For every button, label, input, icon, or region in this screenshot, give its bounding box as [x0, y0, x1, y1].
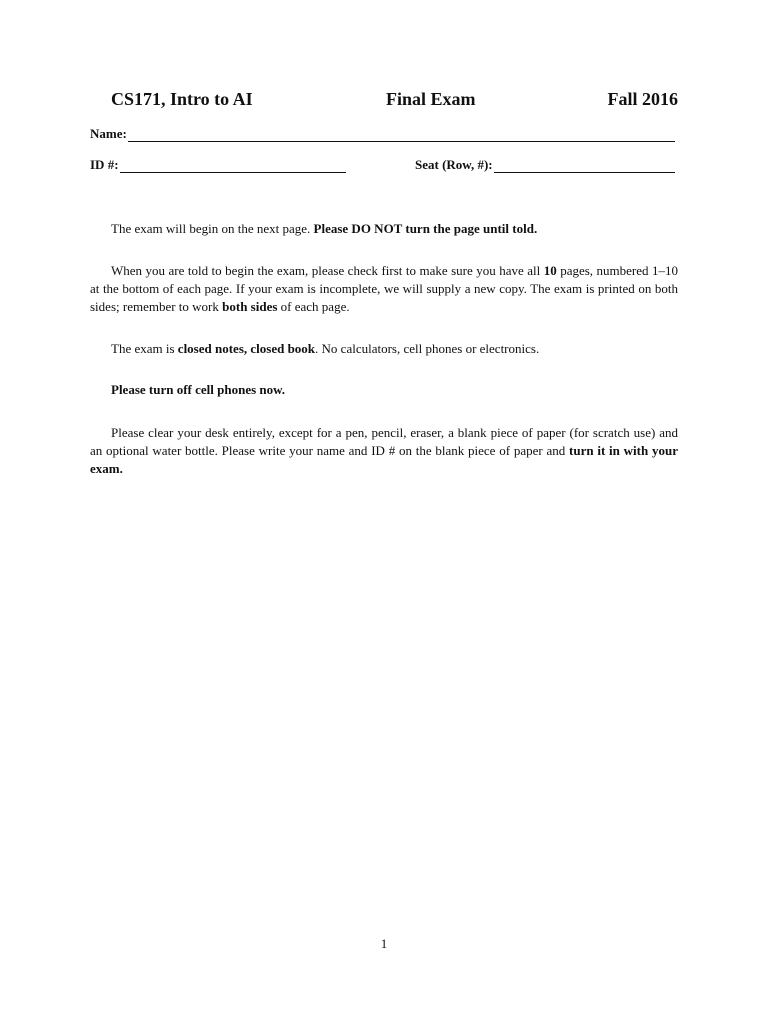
instruction-closed-bold: closed notes, closed book: [177, 341, 316, 356]
instruction-check-bold-1: 10: [543, 263, 557, 278]
instruction-check-text-3: of each page.: [277, 299, 350, 314]
instruction-closed-text-2: . No calculators, cell phones or electronics.: [315, 341, 540, 356]
instruction-desk-bold: turn it in with your exam.: [90, 443, 678, 476]
instruction-begin: [90, 220, 678, 238]
name-field: [90, 126, 675, 142]
instruction-phones-bold: Please turn off cell phones now.: [111, 382, 286, 397]
instruction-clear-desk: [90, 424, 678, 478]
id-blank-line: [120, 158, 346, 173]
instruction-check-pages: [90, 262, 678, 316]
course-title: CS171, Intro to AI: [111, 89, 253, 109]
name-label: Name:: [90, 126, 127, 141]
instruction-check-bold-2: both sides: [222, 299, 278, 314]
instruction-closed-text-1: The exam is: [111, 341, 178, 356]
seat-label: Seat (Row, #):: [415, 157, 493, 172]
exam-title: Final Exam: [386, 89, 476, 109]
name-blank-line: [128, 127, 675, 142]
instruction-begin-bold: Please DO NOT turn the page until told.: [313, 221, 538, 236]
exam-header: [0, 89, 768, 113]
id-field: [90, 157, 346, 173]
instruction-desk-text: Please clear your desk entirely, except for a pen, pencil, eraser, a blank piece of paper (for scratch use) and an optional water bottle. Please write your name and ID # on the blank piece of paper and: [90, 425, 678, 458]
instruction-phones: [90, 381, 678, 399]
exam-term: Fall 2016: [607, 89, 678, 109]
instruction-begin-text: The exam will begin on the next page.: [111, 221, 314, 236]
seat-field: [415, 157, 675, 173]
instruction-closed-book: [90, 340, 678, 358]
seat-blank-line: [494, 158, 675, 173]
instruction-check-text-1: When you are told to begin the exam, please check first to make sure you have all: [111, 263, 544, 278]
instruction-check-text-2: pages, numbered 1–10 at the bottom of each page. If your exam is incomplete, we will supply a new copy. The exam is printed on both sides; remember to work: [90, 263, 678, 314]
id-label: ID #:: [90, 157, 119, 172]
page-number: 1: [380, 936, 388, 951]
